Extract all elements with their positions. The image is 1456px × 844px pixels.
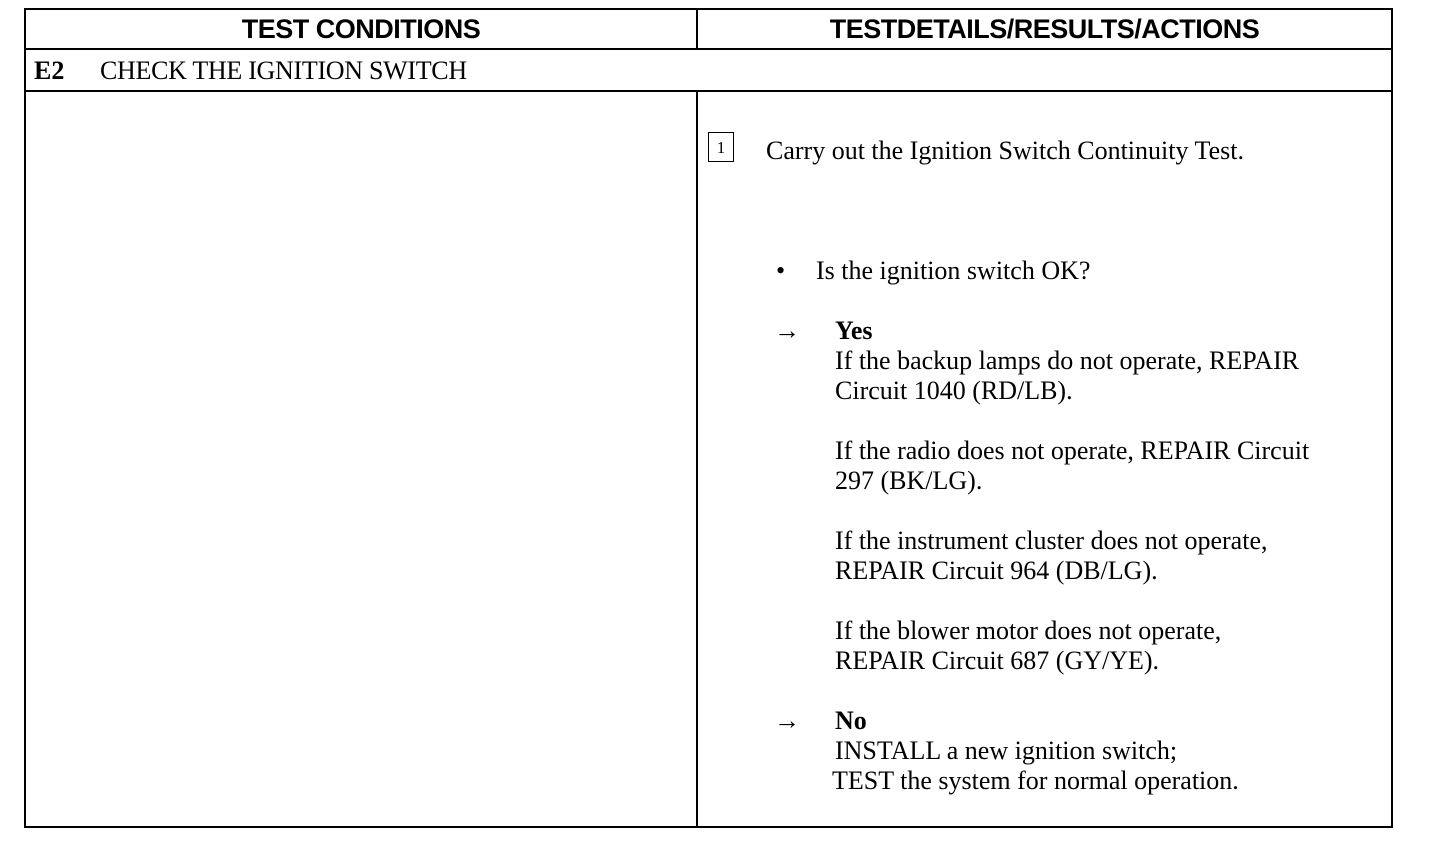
yes-arrow-icon: → [774,316,800,345]
step-number-box: 1 [708,132,734,162]
header-test-details: TESTDETAILS/RESULTS/ACTIONS [829,14,1260,44]
test-details-cell [698,92,1391,826]
bullet-icon: • [776,256,786,285]
yes-label: Yes [835,316,873,345]
step-id: E2 [34,56,65,85]
yes-line: If the radio does not operate, REPAIR Circuit [835,436,1310,465]
yes-line: If the instrument cluster does not operate, [835,526,1268,555]
instruction-text: Carry out the Ignition Switch Continuity Test. [766,136,1244,165]
yes-line: REPAIR Circuit 964 (DB/LG). [835,556,1158,585]
no-label: No [835,706,867,735]
question-text: Is the ignition switch OK? [816,256,1091,285]
step-body-row [26,92,1391,826]
table-header-row [26,10,1391,50]
yes-line: Circuit 1040 (RD/LB). [835,376,1073,405]
step-title-row [26,50,1391,92]
no-line: TEST the system for normal operation. [832,766,1239,795]
header-test-conditions: TEST CONDITIONS [26,10,698,48]
no-arrow-icon: → [774,706,800,735]
yes-line: If the backup lamps do not operate, REPAIR [835,346,1300,375]
yes-line: If the blower motor does not operate, [835,616,1222,645]
yes-line: REPAIR Circuit 687 (GY/YE). [835,646,1160,675]
test-conditions-cell [26,92,698,826]
step-title: CHECK THE IGNITION SWITCH [100,56,467,85]
no-line: INSTALL a new ignition switch; [835,736,1178,765]
diagnostic-table [24,8,1393,828]
yes-line: 297 (BK/LG). [835,466,983,495]
